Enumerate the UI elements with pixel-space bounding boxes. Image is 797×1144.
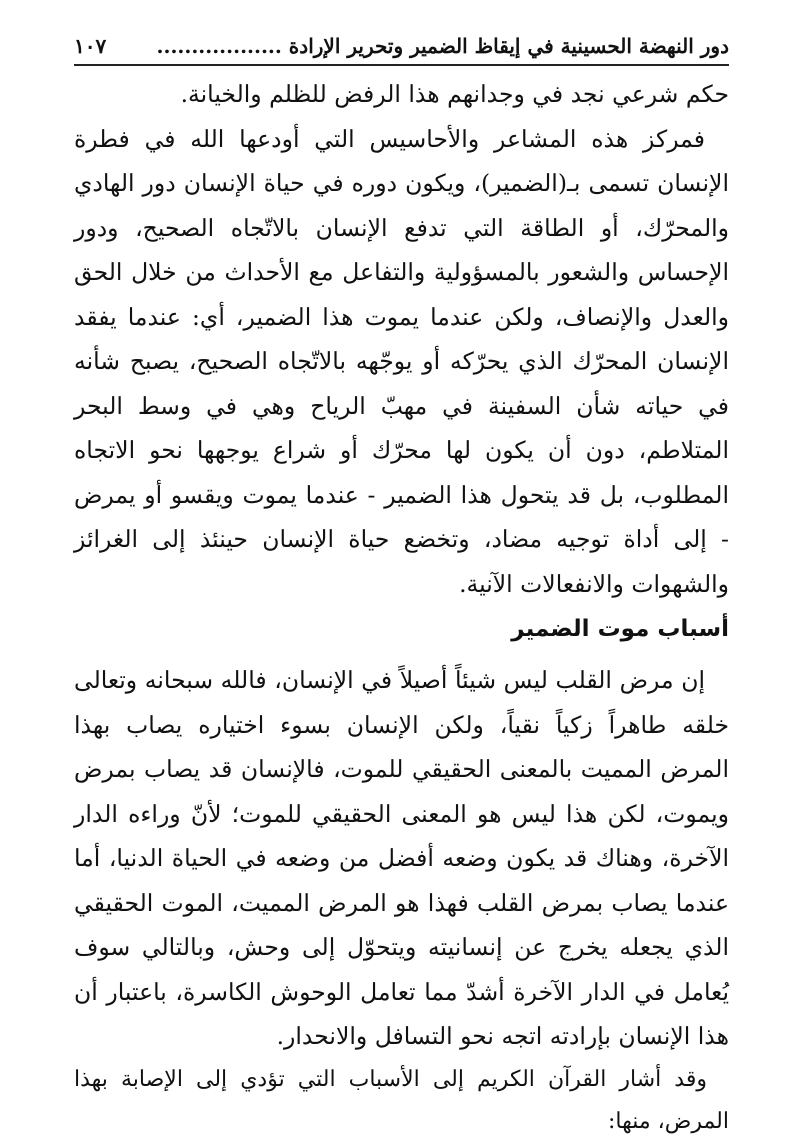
paragraph: إن مرض القلب ليس شيئاً أصيلاً في الإنسان، فالله سبحانه وتعالى خلقه طاهراً زكياً نقياً، ولكن الإنسان بسوء اختياره يصاب بهذا المرض المميت بالمعنى الحقيقي للموت، فالإنسان قد يصاب بمرض ويموت، لكن هذا ليس هو المعنى الحقيقي للموت؛ لأنّ وراءه الدار الآخرة، وهناك قد يكون وضعه أفضل من وضعه في الحياة الدنيا، أما عندما يصاب بمرض القلب فهذا هو المرض المميت، الموت الحقيقي الذي يجعله يخرج عن إنسانيته ويتحوّل إلى وحش، وبالتالي سوف يُعامل في الدار الآخرة أشدّ مما تعامل الوحوش الكاسرة، باعتبار أن هذا الإنسان بإرادته اتجه نحو التسافل والانحدار. xyxy=(74,666,729,1050)
paragraph: حكم شرعي نجد في وجدانهم هذا الرفض للظلم والخيانة. xyxy=(180,80,729,108)
page-number: ١٠٧ xyxy=(74,34,107,58)
running-header xyxy=(74,30,729,66)
paragraph: وقد أشار القرآن الكريم إلى الأسباب التي تؤدي إلى الإصابة بهذا المرض، منها: xyxy=(74,1066,729,1134)
paragraph: فمركز هذه المشاعر والأحاسيس التي أودعها الله في فطرة الإنسان تسمى بـ(الضمير)، ويكون دوره في حياة الإنسان دور الهادي والمحرّك، أو الطاقة التي تدفع الإنسان بالاتّجاه الصحيح، ودور الإحساس والشعور بالمسؤولية والتفاعل مع الأحداث من خلال الحق والعدل والإنصاف، ولكن عندما يموت هذا الضمير، أي: عندما يفقد الإنسان المحرّك الذي يحرّكه أو يوجّهه بالاتّجاه الصحيح، يصبح شأنه في حياته شأن السفينة في مهبّ الرياح وهي في وسط البحر المتلاطم، دون أن يكون لها محرّك أو شراع يوجهها نحو الاتجاه المطلوب، بل قد يتحول هذا الضمير - عندما يموت ويقسو أو يمرض - إلى أداة توجيه مضاد، وتخضع حياة الإنسان حينئذ إلى الغرائز والشهوات والانفعالات الآنية. xyxy=(74,124,729,598)
header-title: دور النهضة الحسينية في إيقاظ الضمير وتحرير الإرادة .................. xyxy=(156,34,729,58)
section-heading: أسباب موت الضمير xyxy=(511,616,729,642)
main-text xyxy=(74,72,729,1143)
